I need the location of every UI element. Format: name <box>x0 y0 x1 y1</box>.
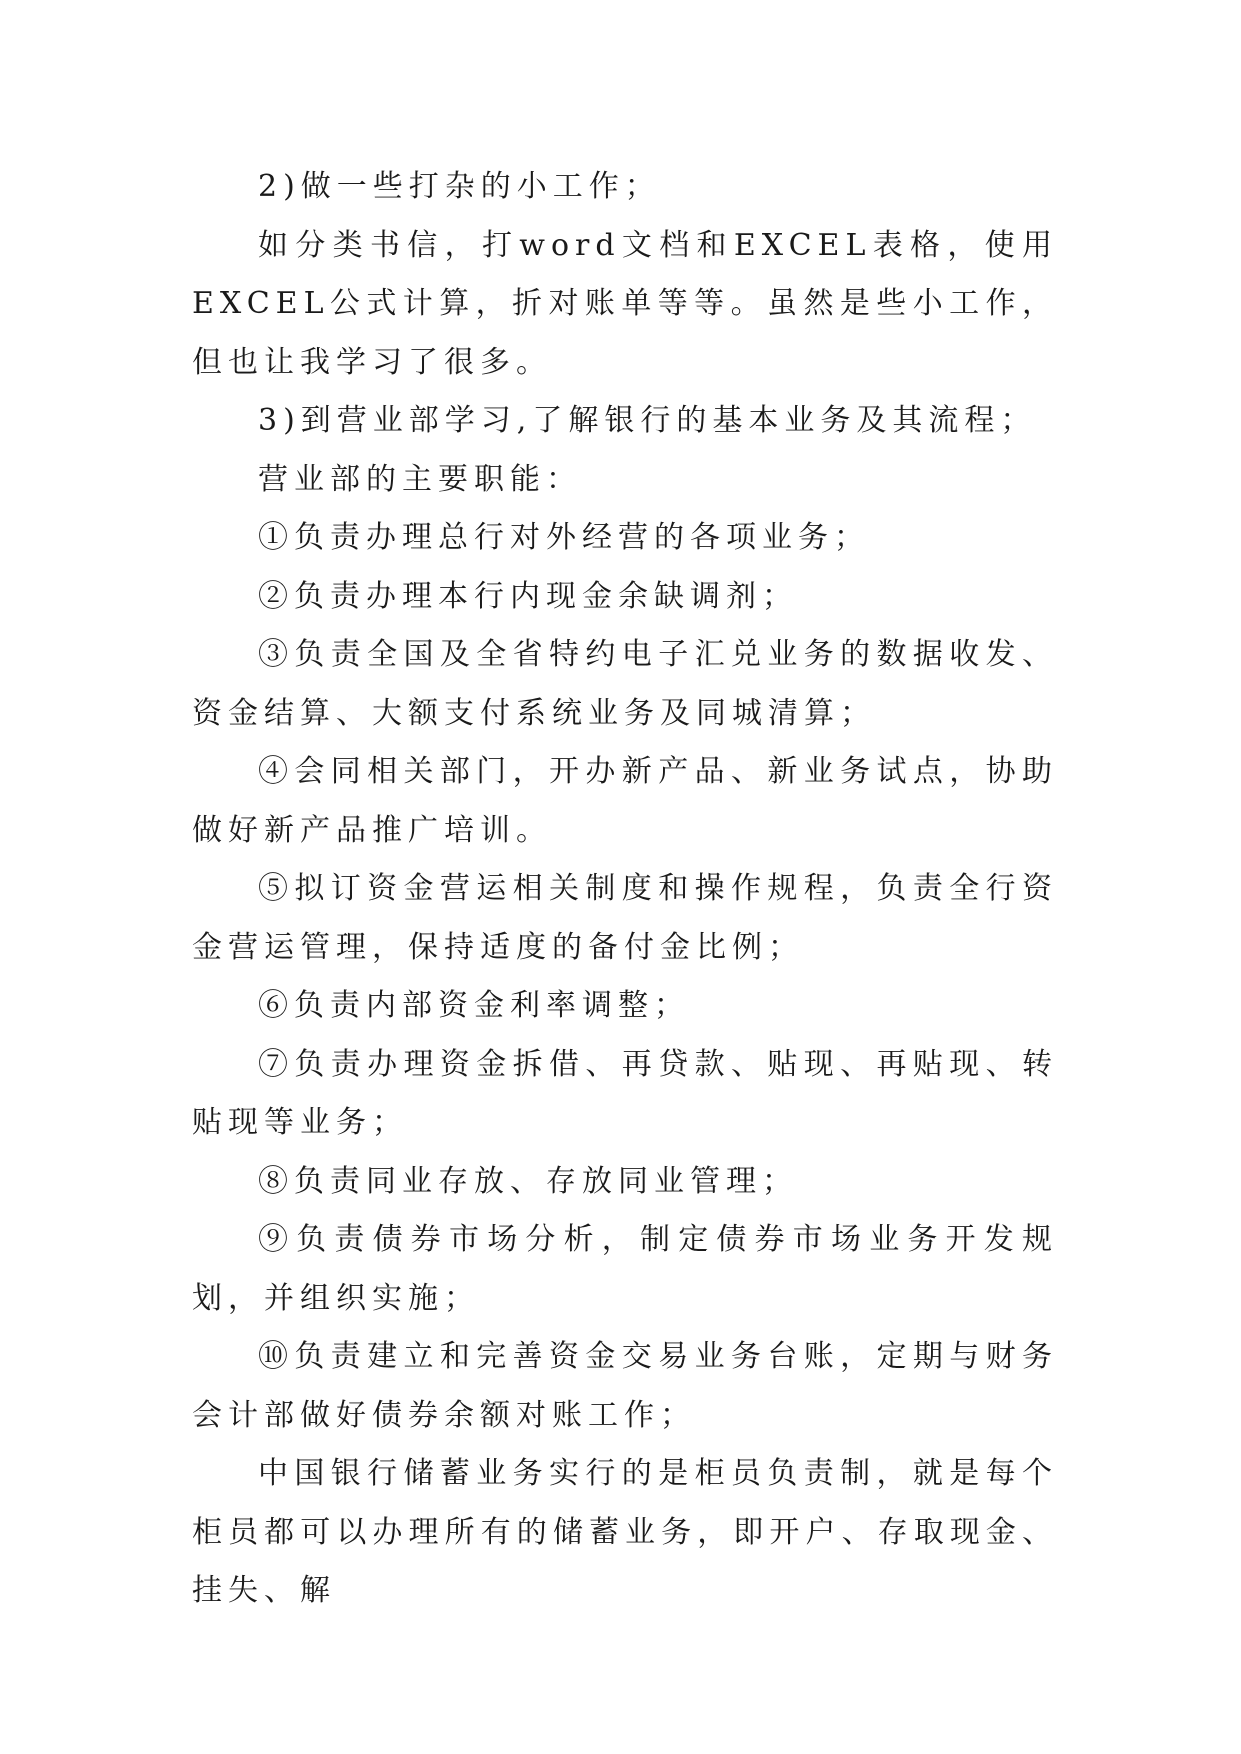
paragraph-2: 如分类书信，打word文档和EXCEL表格，使用EXCEL公式计算，折对账单等等。虽然是些小工作，但也让我学习了很多。 <box>192 227 1058 380</box>
paragraph-9: ⑤拟订资金营运相关制度和操作规程，负责全行资金营运管理，保持适度的备付金比例； <box>192 871 1058 965</box>
paragraph-4: 营业部的主要职能： <box>258 461 582 497</box>
paragraph-3: 3)到营业部学习,了解银行的基本业务及其流程； <box>258 403 1037 438</box>
paragraph-12: ⑧负责同业存放、存放同业管理； <box>258 1163 798 1199</box>
document-body <box>192 158 1058 1621</box>
paragraph-14: ⑩负责建立和完善资金交易业务台账，定期与财务会计部做好债券余额对账工作； <box>192 1339 1058 1433</box>
paragraph-13: ⑨负责债券市场分析，制定债券市场业务开发规划，并组织实施； <box>192 1222 1058 1316</box>
paragraph-15: 中国银行储蓄业务实行的是柜员负责制，就是每个柜员都可以办理所有的储蓄业务，即开户、存取现金、挂失、解 <box>192 1456 1058 1608</box>
paragraph-6: ②负责办理本行内现金余缺调剂； <box>258 578 798 614</box>
paragraph-11: ⑦负责办理资金拆借、再贷款、贴现、再贴现、转贴现等业务； <box>192 1046 1058 1140</box>
paragraph-7: ③负责全国及全省特约电子汇兑业务的数据收发、资金结算、大额支付系统业务及同城清算； <box>192 637 1058 731</box>
paragraph-10: ⑥负责内部资金利率调整； <box>258 988 690 1023</box>
paragraph-8: ④会同相关部门，开办新产品、新业务试点，协助做好新产品推广培训。 <box>192 754 1058 848</box>
paragraph-1: 2)做一些打杂的小工作； <box>258 169 661 204</box>
paragraph-5: ①负责办理总行对外经营的各项业务； <box>258 520 870 555</box>
